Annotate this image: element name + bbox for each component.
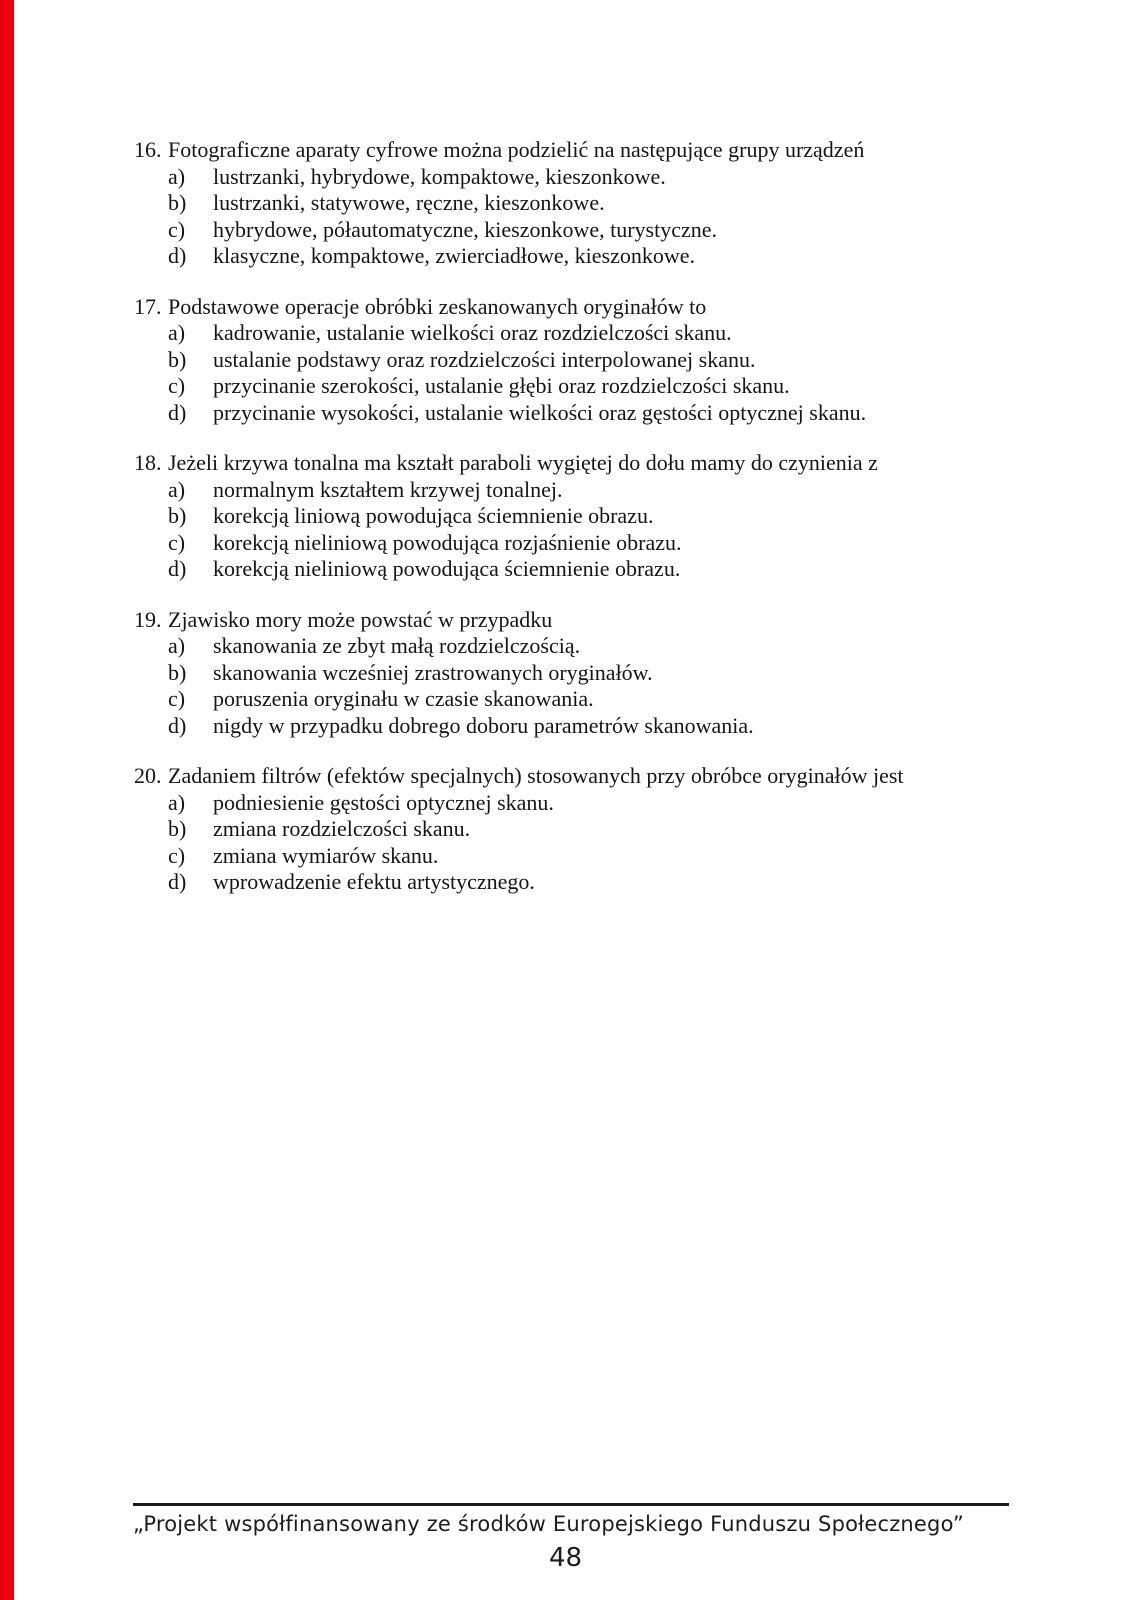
option-b — [168, 347, 1018, 374]
option-text: przycinanie wysokości, ustalanie wielkości oraz gęstości optycznej skanu. — [213, 399, 867, 425]
option-letter: d) — [168, 243, 187, 268]
option-text: podniesienie gęstości optycznej skanu. — [213, 789, 554, 815]
option-text: poruszenia oryginału w czasie skanowania. — [213, 686, 594, 711]
option-text: lustrzanki, statywowe, ręczne, kieszonkowe. — [213, 190, 605, 215]
scan-edge-stripe — [0, 0, 14, 1600]
question-number: 18. — [134, 450, 162, 475]
option-text: korekcją nieliniową powodująca rozjaśnienie obrazu. — [213, 529, 682, 555]
question-18 — [134, 450, 1018, 583]
question-17 — [134, 294, 1018, 427]
option-letter: a) — [168, 789, 186, 815]
question-heading — [134, 450, 1018, 477]
question-heading — [134, 137, 1018, 164]
option-letter: b) — [168, 503, 187, 528]
page-number: 48 — [548, 1543, 583, 1573]
option-text: hybrydowe, półautomatyczne, kieszonkowe, turystyczne. — [213, 216, 718, 242]
option-c — [168, 686, 1018, 713]
option-letter: c) — [168, 842, 186, 868]
question-number: 19. — [134, 606, 162, 632]
option-b — [168, 503, 1018, 530]
question-heading — [134, 294, 1018, 321]
option-a — [168, 790, 1018, 817]
option-text: przycinanie szerokości, ustalanie głębi oraz rozdzielczości skanu. — [213, 373, 790, 398]
question-number: 17. — [134, 293, 162, 319]
option-text: skanowania wcześniej zrastrowanych oryginałów. — [213, 659, 653, 685]
option-letter: c) — [168, 216, 186, 242]
option-text: korekcją nieliniową powodująca ściemnienie obrazu. — [213, 556, 681, 581]
option-text: klasyczne, kompaktowe, zwierciadłowe, kieszonkowe. — [213, 243, 695, 268]
option-d — [168, 869, 1018, 896]
question-number: 20. — [134, 763, 162, 788]
option-text: zmiana rozdzielczości skanu. — [213, 816, 471, 841]
question-text: Podstawowe operacje obróbki zeskanowanych oryginałów to — [168, 293, 707, 319]
option-text: ustalanie podstawy oraz rozdzielczości interpolowanej skanu. — [213, 346, 756, 372]
option-d — [168, 400, 1018, 427]
option-text: nigdy w przypadku dobrego doboru parametrów skanowania. — [213, 712, 754, 738]
exam-questions — [134, 137, 1018, 920]
option-letter: b) — [168, 816, 187, 841]
option-c — [168, 217, 1018, 244]
option-a — [168, 633, 1018, 660]
option-letter: d) — [168, 869, 187, 894]
option-c — [168, 530, 1018, 557]
option-letter: d) — [168, 399, 187, 425]
option-letter: b) — [168, 190, 187, 215]
option-text: korekcją liniową powodująca ściemnienie obrazu. — [213, 503, 654, 528]
option-text: skanowania ze zbyt małą rozdzielczością. — [213, 633, 581, 658]
option-letter: a) — [168, 163, 186, 189]
option-b — [168, 190, 1018, 217]
option-a — [168, 320, 1018, 347]
question-text: Fotograficzne aparaty cyfrowe można podzielić na następujące grupy urządzeń — [168, 137, 865, 162]
option-c — [168, 373, 1018, 400]
option-letter: b) — [168, 346, 187, 372]
question-heading — [134, 763, 1018, 790]
question-text: Zadaniem filtrów (efektów specjalnych) stosowanych przy obróbce oryginałów jest — [168, 763, 904, 788]
footer-funding-note: „Projekt współfinansowany ze środków Europejskiego Funduszu Społecznego” — [133, 1512, 964, 1536]
option-letter: a) — [168, 320, 186, 345]
option-letter: c) — [168, 686, 186, 711]
question-text: Jeżeli krzywa tonalna ma kształt paraboli wygiętej do dołu mamy do czynienia z — [168, 450, 878, 475]
option-b — [168, 660, 1018, 687]
question-19 — [134, 607, 1018, 740]
question-16 — [134, 137, 1018, 270]
option-text: normalnym kształtem krzywej tonalnej. — [213, 476, 563, 502]
option-letter: c) — [168, 373, 186, 398]
question-text: Zjawisko mory może powstać w przypadku — [168, 606, 553, 632]
option-text: wprowadzenie efektu artystycznego. — [213, 869, 535, 894]
option-d — [168, 556, 1018, 583]
option-letter: c) — [168, 529, 186, 555]
option-letter: d) — [168, 712, 187, 738]
option-letter: b) — [168, 659, 187, 685]
option-a — [168, 477, 1018, 504]
option-text: kadrowanie, ustalanie wielkości oraz rozdzielczości skanu. — [213, 320, 732, 345]
option-letter: a) — [168, 476, 186, 502]
option-text: zmiana wymiarów skanu. — [213, 842, 439, 868]
option-d — [168, 243, 1018, 270]
option-letter: a) — [168, 633, 186, 658]
question-number: 16. — [134, 137, 162, 162]
option-a — [168, 164, 1018, 191]
question-20 — [134, 763, 1018, 896]
question-heading — [134, 607, 1018, 634]
option-text: lustrzanki, hybrydowe, kompaktowe, kieszonkowe. — [213, 163, 666, 189]
option-letter: d) — [168, 556, 187, 581]
option-b — [168, 816, 1018, 843]
option-d — [168, 713, 1018, 740]
footer-divider — [133, 1503, 1009, 1506]
option-c — [168, 843, 1018, 870]
